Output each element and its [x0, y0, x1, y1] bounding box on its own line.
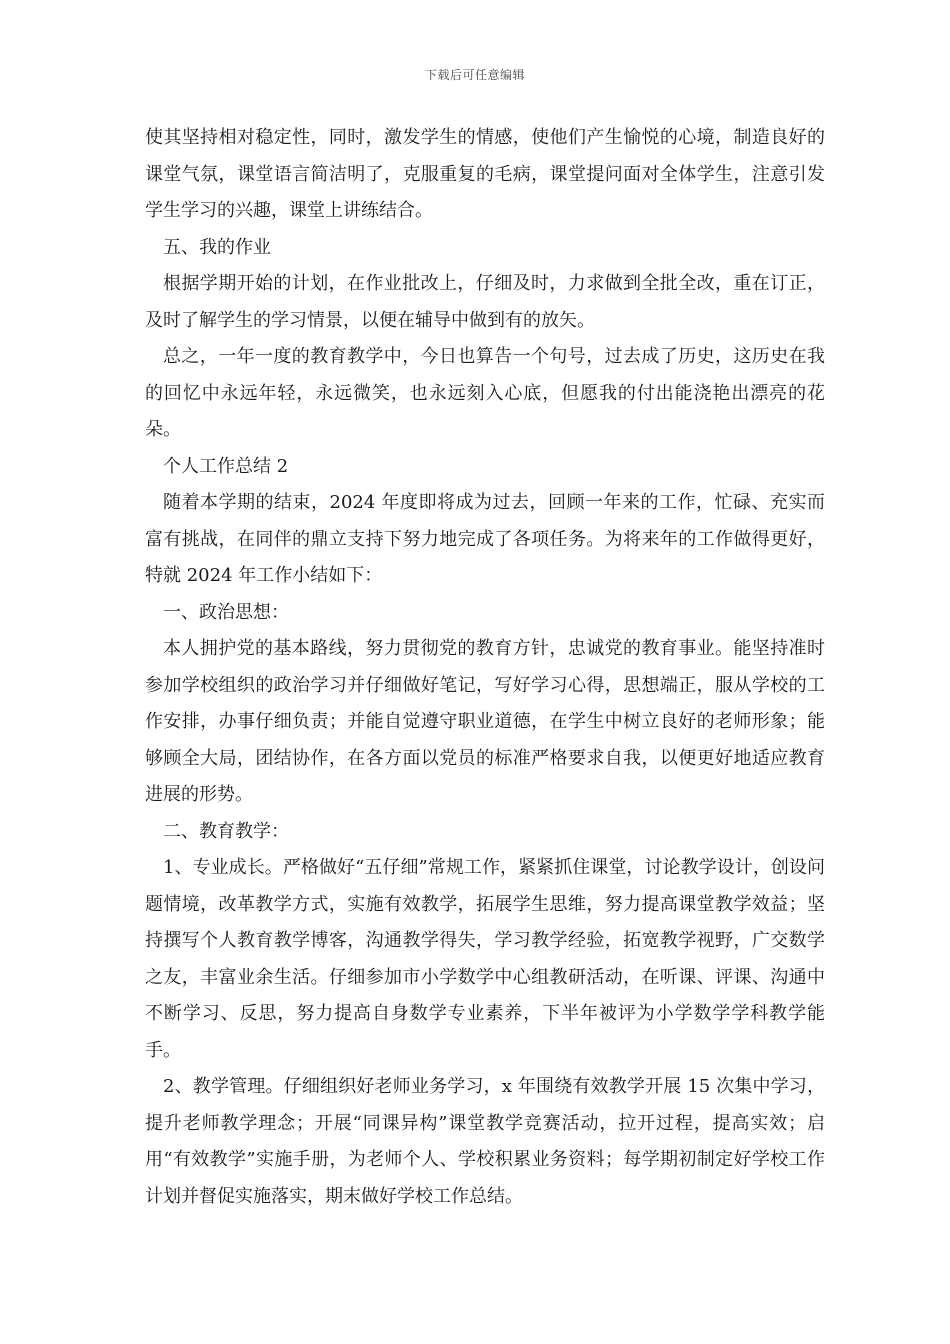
section-title-summary-2: 个人工作总结 2 — [163, 455, 289, 477]
paragraph: 本人拥护党的基本路线，努力贯彻党的教育方针，忠诚党的教育事业。能坚持准时参加学校组织的政治学习并仔细做好笔记，写好学习心得，思想端正，服从学校的工作安排，办事仔细负责；并能自觉遵守职业道德，在学生中树立良好的老师形象；能够顾全大局，团结协作，在各方面以党员的标准严格要求自我，以便更好地适应教育进展的形势。 — [145, 638, 825, 805]
paragraph: 根据学期开始的计划，在作业批改上，仔细及时，力求做到全批全改，重在订正，及时了解学生的学习情景，以便在辅导中做到有的放矢。 — [145, 273, 825, 331]
paragraph: 随着本学期的结束，2024 年度即将成为过去，回顾一年来的工作，忙碌、充实而富有挑战，在同伴的鼎立支持下努力地完成了各项任务。为将来年的工作做得更好，特就 2024 年工作小结如下： — [145, 492, 825, 586]
section-heading-teaching: 二、教育教学： — [163, 820, 289, 842]
paragraph: 2、教学管理。仔细组织好老师业务学习，x 年围绕有效教学开展 15 次集中学习，提升老师教学理念；开展“同课异构”课堂教学竞赛活动，拉开过程，提高实效；启用“有效教学”实施手册，为老师个人、学校积累业务资料；每学期初制定好学校工作计划并督促实施落实，期末做好学校工作总结。 — [145, 1076, 825, 1207]
section-heading-politics: 一、政治思想： — [163, 601, 289, 623]
paragraph: 1、专业成长。严格做好“五仔细”常规工作，紧紧抓住课堂，讨论教学设计，创设问题情境，改革教学方式，实施有效教学，拓展学生思维，努力提高课堂教学效益；坚持撰写个人教育教学博客，沟通教学得失，学习教学经验，拓宽教学视野，广交数学之友，丰富业余生活。仔细参加市小学数学中心组教研活动，在听课、评课、沟通中不断学习、反思，努力提高自身数学专业素养，下半年被评为小学数学学科教学能手。 — [145, 857, 825, 1061]
section-heading-homework: 五、我的作业 — [163, 236, 271, 258]
page-header-note: 下载后可任意编辑 — [424, 68, 525, 82]
paragraph: 使其坚持相对稳定性，同时，激发学生的情感，使他们产生愉悦的心境，制造良好的课堂气氛，课堂语言简洁明了，克服重复的毛病，课堂提问面对全体学生，注意引发学生学习的兴趣，课堂上讲练结合。 — [145, 127, 825, 221]
paragraph: 总之，一年一度的教育教学中，今日也算告一个句号，过去成了历史，这历史在我的回忆中永远年轻，永远微笑，也永远刻入心底，但愿我的付出能浇艳出漂亮的花朵。 — [145, 346, 825, 440]
document-body — [145, 120, 825, 1215]
